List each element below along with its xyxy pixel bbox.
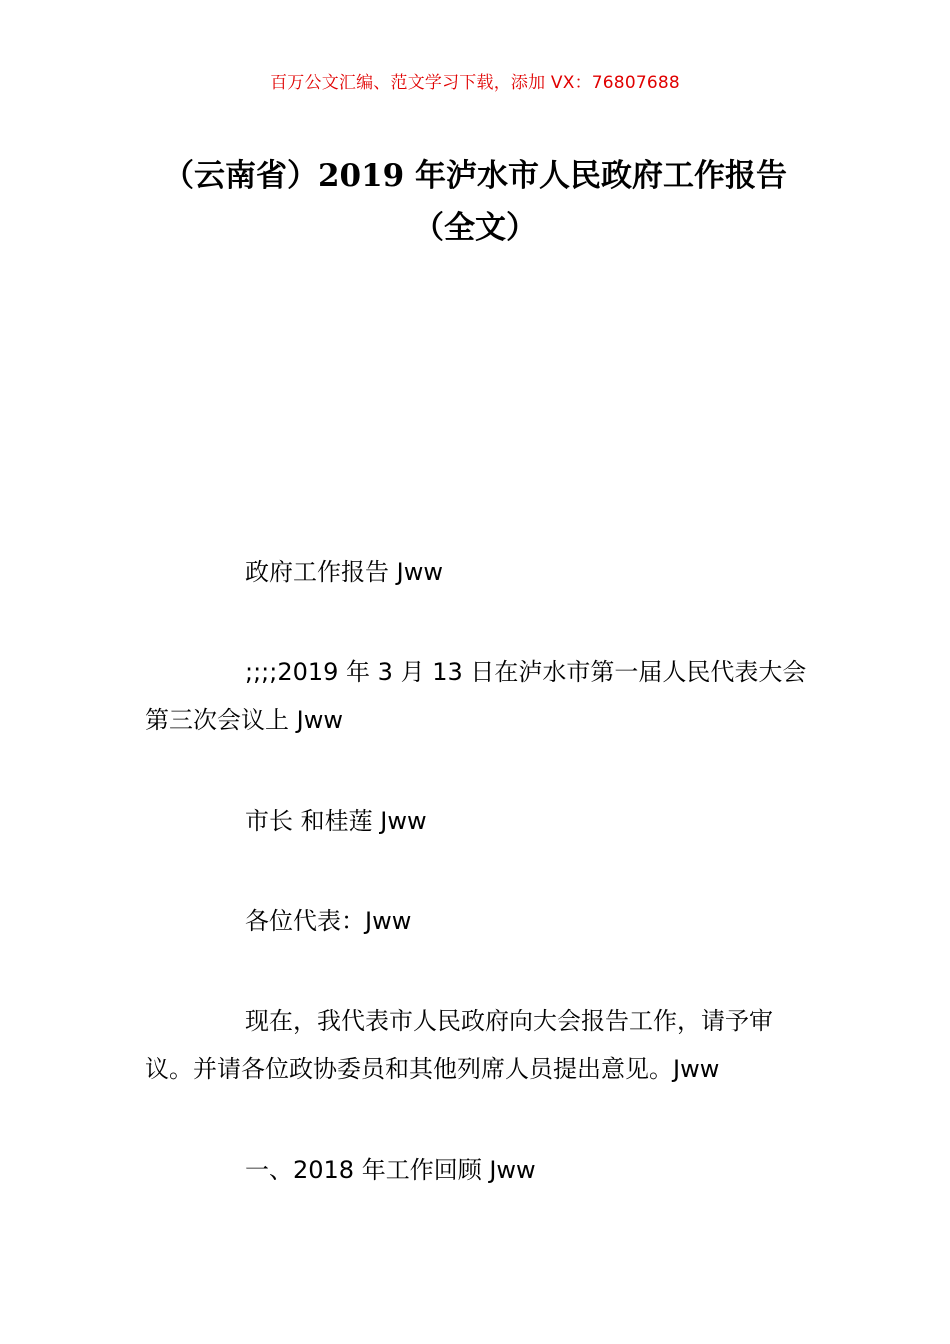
header-promo-note: 百万公文汇编、范文学习下载，添加 VX：76807688 — [270, 73, 680, 93]
paragraph-section-heading: 一、2018 年工作回顾 Jww — [245, 1156, 536, 1184]
paragraph-speaker: 市长 和桂莲 Jww — [245, 807, 427, 835]
paragraph-meeting-info: ;;;;2019 年 3 月 13 日在泸水市第一届人民代表大会第三次会议上 Jww — [145, 658, 807, 734]
paragraph-opening: 现在，我代表市人民政府向大会报告工作，请予审议。并请各位政协委员和其他列席人员提出意见。Jww — [145, 1007, 773, 1083]
paragraph-report-heading: 政府工作报告 Jww — [245, 558, 443, 586]
paragraph-salutation: 各位代表：Jww — [245, 907, 412, 935]
document-title: （云南省）2019 年泸水市人民政府工作报告（全文） — [162, 158, 788, 246]
